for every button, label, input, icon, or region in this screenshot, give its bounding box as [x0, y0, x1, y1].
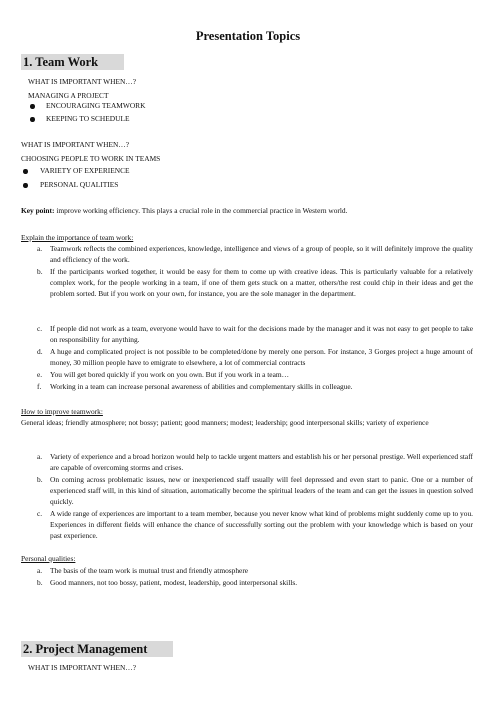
list-item: Good manners, not too bossy, patient, modest, leadership, good interpersonal skills.: [50, 578, 298, 587]
list-item: If people did not work as a team, everyone would have to wait for the decisions made by the manager and it was not easy to get people to take on responsibility for anything.: [50, 324, 473, 345]
question-line: WHAT IS IMPORTANT WHEN…?: [28, 663, 136, 672]
list-label: f.: [37, 382, 42, 391]
question-topic: MANAGING A PROJECT: [28, 91, 109, 100]
bullet-dot: [23, 169, 28, 174]
question-line: WHAT IS IMPORTANT WHEN…?: [21, 140, 129, 149]
list-item: Working in a team can increase personal awareness of abilities and complementary skills in colleague.: [50, 382, 353, 391]
bullet-item: KEEPING TO SCHEDULE: [46, 114, 130, 123]
list-item: A huge and complicated project is not possible to be completed/done by merely one person. For instance, 3 Gorges project a huge amount of money, 30 million people have to emigrate to elsewhere, a lot of commercial contracts: [50, 347, 473, 368]
list-item: You will get bored quickly if you work on you own. But if you work in a team…: [50, 370, 290, 379]
list-label: b.: [37, 475, 43, 484]
list-label: e.: [37, 370, 43, 379]
list-label: b.: [37, 578, 43, 587]
improve-intro: General ideas; friendly atmosphere; not bossy; patient; good manners; modest; leadership; good interpersonal skills; variety of experience: [21, 418, 429, 427]
bullet-item: VARIETY OF EXPERIENCE: [40, 166, 130, 175]
section-heading-project-management: 2. Project Management: [21, 641, 173, 657]
list-item: If the participants worked together, it would be easy for them to come up with creative ideas. This is particularly valuable for a relatively complex work, for the people working in a team, if one of them gets stuck on a matter, others/the rest could chip in their ideas and get the problem sorted. But if you work on your own, for instance, you are the sole manager in the department.: [50, 267, 473, 299]
list-item: The basis of the team work is mutual trust and friendly atmosphere: [50, 566, 249, 575]
improve-heading: How to improve teamwork:: [21, 407, 103, 416]
key-point: [21, 206, 347, 216]
bullet-item: PERSONAL QUALITIES: [40, 180, 119, 189]
list-label: c.: [37, 324, 43, 333]
section-heading-team-work: 1. Team Work: [21, 54, 124, 70]
list-label: a.: [37, 452, 43, 461]
list-item: Variety of experience and a broad horizon would help to tackle urgent matters and establish his or her personal prestige. Well experienced staff are capable of overcoming storms and crises.: [50, 452, 473, 473]
bullet-dot: [30, 104, 35, 109]
list-label: c.: [37, 509, 43, 518]
list-item: On coming across problematic issues, new or inexperienced staff usually will feel depressed and even start to panic. One or a number of experienced staff will, in this kind of situation, automatically become the spiritual leaders of the team and can get the issues in question solved quickly.: [50, 475, 473, 507]
personal-heading: Personal qualities:: [21, 554, 76, 563]
list-label: b.: [37, 267, 43, 276]
key-point-text: improve working efficiency. This plays a crucial role in the commercial practice in Western world.: [54, 206, 348, 215]
list-item: A wide range of experiences are important to a team member, because you never know what kind of problems might suddenly come up to you. Experiences in different fields will enhance the chance of successfully sorting out the problem with your knowledge which is based on your past experience.: [50, 509, 473, 541]
bullet-item: ENCOURAGING TEAMWORK: [46, 101, 146, 110]
bullet-dot: [23, 183, 28, 188]
key-point-label: Key point:: [21, 206, 55, 215]
question-line: WHAT IS IMPORTANT WHEN…?: [28, 77, 136, 86]
importance-heading: Explain the importance of team work:: [21, 233, 134, 242]
question-topic: CHOOSING PEOPLE TO WORK IN TEAMS: [21, 154, 161, 163]
list-item: Teamwork reflects the combined experiences, knowledge, intelligence and views of a group of people, so it will definitely improve the quality and efficiency of the work.: [50, 244, 473, 265]
list-label: d.: [37, 347, 43, 356]
list-label: a.: [37, 566, 43, 575]
document-title: Presentation Topics: [195, 29, 301, 43]
list-label: a.: [37, 244, 43, 253]
bullet-dot: [30, 117, 35, 122]
